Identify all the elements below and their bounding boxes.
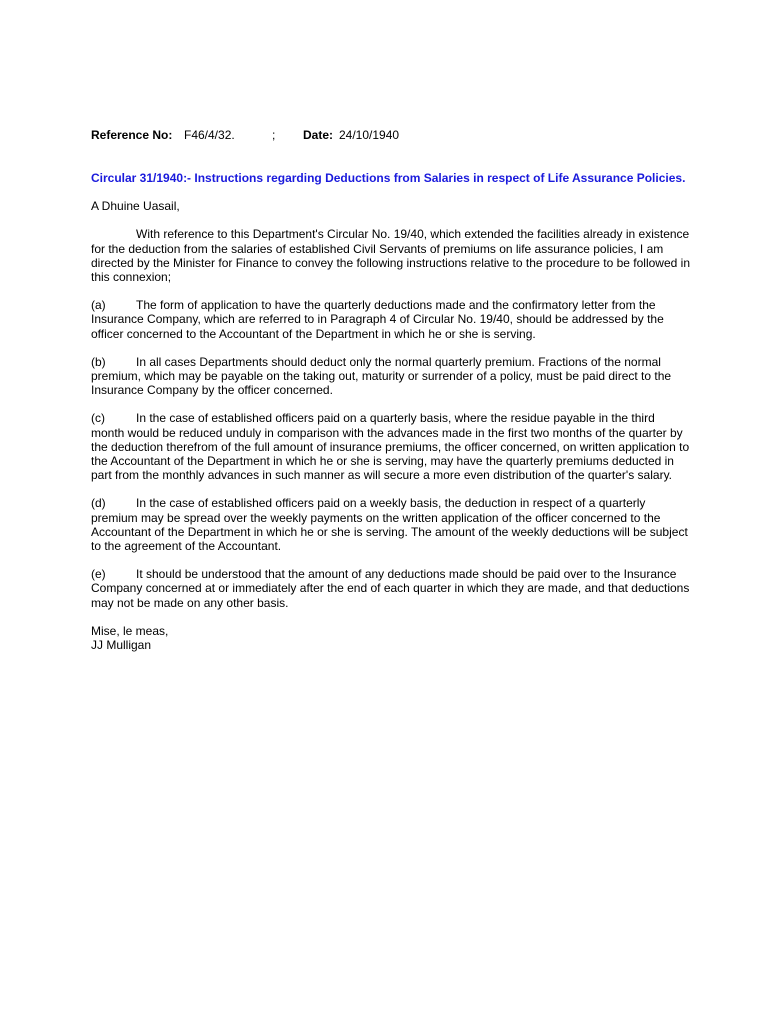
item-label-b: (b) — [91, 354, 106, 369]
valediction: Mise, le meas, — [91, 623, 169, 638]
reference-line — [91, 128, 691, 143]
item-paragraph-d — [91, 496, 691, 553]
document-page — [91, 128, 691, 652]
item-text-e: It should be understood that the amount of any deductions made should be paid over to the Insurance Company concerned at or immediately after the end of each quarter in which they are made, and that deductions may not be made on any other basis. — [91, 567, 690, 610]
item-paragraph-b — [91, 355, 691, 398]
item-paragraph-a — [91, 298, 691, 341]
item-text-b: In all cases Departments should deduct only the normal quarterly premium. Fractions of the normal premium, which may be payable on the taking out, maturity or surrender of a policy, must be paid direct to the Insurance Company by the officer concerned. — [91, 354, 672, 398]
item-text-d: In the case of established officers paid on a weekly basis, the deduction in respect of a quarterly premium may be spread over the weekly payments on the written application of the officer concerned to the Accountant of the Department in which he or she is serving. The amount of the weekly deductions will be subject to the agreement of the Accountant. — [91, 496, 688, 554]
item-text-c: In the case of established officers paid on a quarterly basis, where the residue payable in the third month would be reduced unduly in comparison with the advances made in the first two months of the quarter by the deduction therefrom of the full amount of insurance premiums, the officer concerned, on written application to the Accountant of the Department in which he or she is serving, may have the quarterly premiums deducted in part from the monthly advances in such manner as will secure a more even distribution of the quarter's salary. — [91, 411, 690, 483]
item-text-a: The form of application to have the quarterly deductions made and the confirmatory letter from the Insurance Company, which are referred to in Paragraph 4 of Circular No. 19/40, should be addressed by the officer concerned to the Accountant of the Department in which he or she is serving. — [91, 298, 664, 341]
intro-paragraph: With reference to this Department's Circular No. 19/40, which extended the facilities already in existence for the deduction from the salaries of established Civil Servants of premiums on life assurance policies, I am directed by the Minister for Finance to convey the following instructions relative to the procedure to be followed in this connexion; — [91, 227, 690, 285]
closing-block — [91, 624, 691, 652]
item-label-a: (a) — [91, 298, 106, 313]
date-value: 24/10/1940 — [339, 128, 400, 142]
item-paragraph-c — [91, 411, 691, 482]
salutation: A Dhuine Uasail, — [91, 199, 180, 214]
circular-title: Circular 31/1940:- Instructions regarding Deductions from Salaries in respect of Life Assurance Policies. — [91, 171, 686, 185]
item-paragraph-e — [91, 567, 691, 610]
reference-separator: ; — [272, 128, 276, 142]
date-label: Date: — [303, 128, 334, 142]
signatory-name: JJ Mulligan — [91, 638, 152, 653]
reference-number: F46/4/32. — [184, 128, 235, 142]
item-label-c: (c) — [91, 411, 105, 426]
item-label-d: (d) — [91, 496, 106, 511]
reference-label: Reference No: — [91, 128, 173, 142]
item-label-e: (e) — [91, 567, 106, 582]
